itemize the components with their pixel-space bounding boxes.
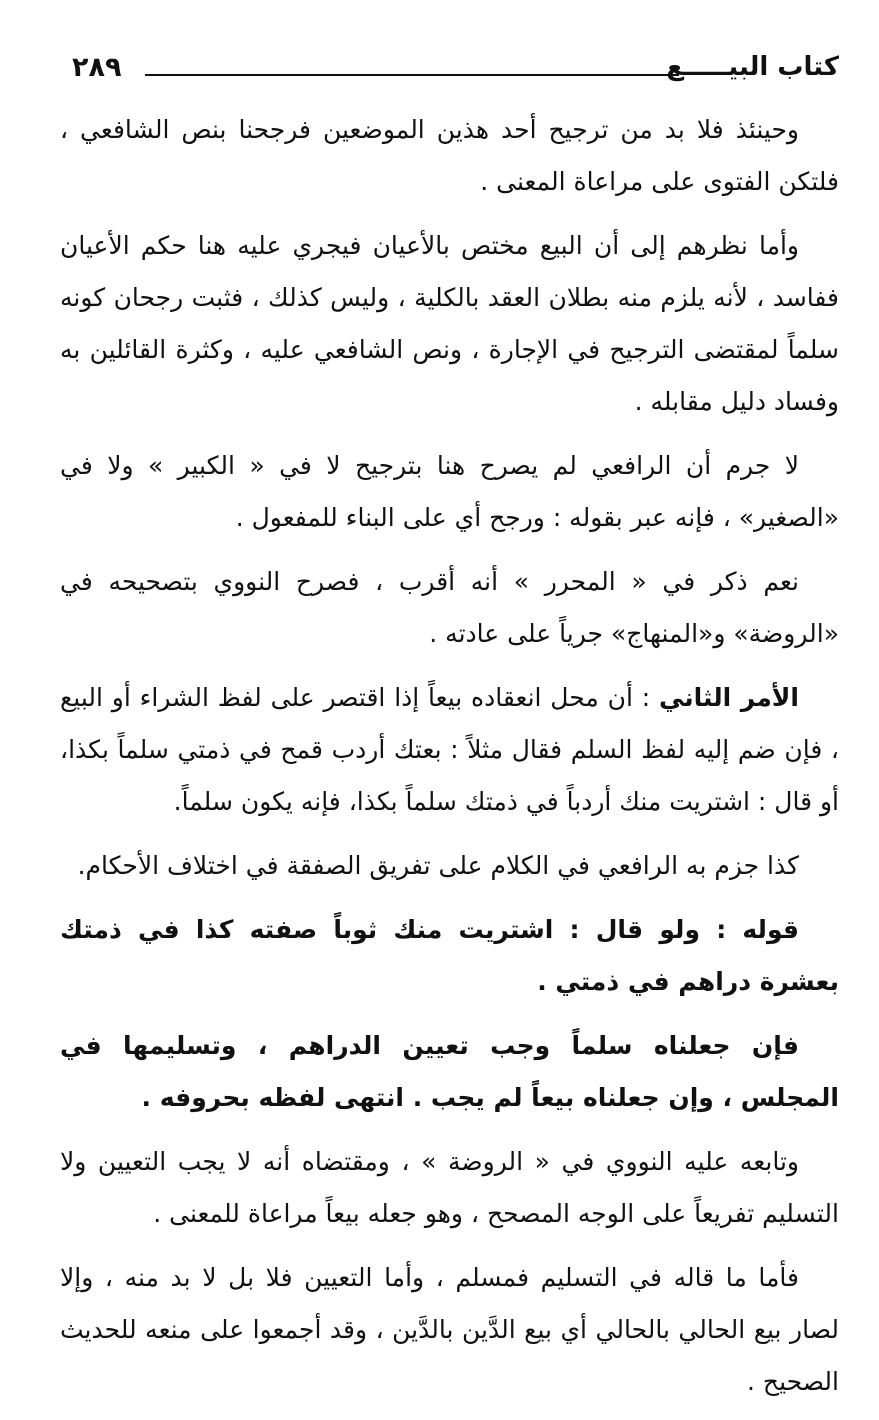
quoted-paragraph <box>60 904 839 1008</box>
paragraph-text: : أن محل انعقاده بيعاً إذا اقتصر على لفظ الشراء أو البيع ، فإن ضم إليه لفظ السلم فقال مثلاً : بعتك أردب قمح في ذمتي سلماً بكذا، أو قال : اشتريت منك أردباً في ذمتك سلماً بكذا، فإنه يكون سلماً. <box>60 683 839 816</box>
paragraph-text: قوله : ولو قال : اشتريت منك ثوباً صفته كذا في ذمتك بعشرة دراهم في ذمتي . <box>60 915 839 996</box>
paragraph <box>60 220 839 428</box>
page-number: ٢٨٩ <box>72 52 122 83</box>
page-header <box>60 52 839 92</box>
paragraph-text: لا جرم أن الرافعي لم يصرح هنا بترجيح لا في « الكبير » ولا في «الصغير» ، فإنه عبر بقوله : ورجح أي على البناء للمفعول . <box>60 451 839 532</box>
paragraph <box>60 556 839 660</box>
running-title: كتاب البيـــــع <box>666 52 839 82</box>
paragraph <box>60 104 839 208</box>
paragraph-text: وحينئذ فلا بد من ترجيح أحد هذين الموضعين فرجحنا بنص الشافعي ، فلتكن الفتوى على مراعاة المعنى . <box>60 115 839 196</box>
paragraph-lead: الأمر الثاني <box>658 683 799 712</box>
paragraph-text: فإن جعلناه سلماً وجب تعيين الدراهم ، وتسليمها في المجلس ، وإن جعلناه بيعاً لم يجب . انتهى لفظه بحروفه . <box>60 1031 839 1112</box>
paragraph-text: وتابعه عليه النووي في « الروضة » ، ومقتضاه أنه لا يجب التعيين ولا التسليم تفريعاً على الوجه المصحح ، وهو جعله بيعاً مراعاة للمعنى . <box>60 1147 839 1228</box>
quoted-paragraph <box>60 1020 839 1124</box>
body-text <box>60 104 839 1420</box>
paragraph <box>60 672 839 828</box>
paragraph <box>60 1136 839 1240</box>
paragraph <box>60 840 839 892</box>
paragraph-text: فأما ما قاله في التسليم فمسلم ، وأما التعيين فلا بل لا بد منه ، وإلا لصار بيع الحالي بالحالي أي بيع الدَّين بالدَّين ، وقد أجمعوا على منعه للحديث الصحيح . <box>60 1263 839 1396</box>
header-rule <box>145 74 679 76</box>
paragraph <box>60 440 839 544</box>
paragraph-text: وأما نظرهم إلى أن البيع مختص بالأعيان فيجري عليه هنا حكم الأعيان ففاسد ، لأنه يلزم منه بطلان العقد بالكلية ، وليس كذلك ، فثبت رجحان كونه سلماً لمقتضى الترجيح في الإجارة ، ونص الشافعي عليه ، وكثرة القائلين به وفساد دليل مقابله . <box>60 231 839 416</box>
paragraph-text: كذا جزم به الرافعي في الكلام على تفريق الصفقة في اختلاف الأحكام. <box>77 851 799 880</box>
paragraph-text: نعم ذكر في « المحرر » أنه أقرب ، فصرح النووي بتصحيحه في «الروضة» و«المنهاج» جرياً على عادته . <box>60 567 839 648</box>
paragraph <box>60 1252 839 1408</box>
